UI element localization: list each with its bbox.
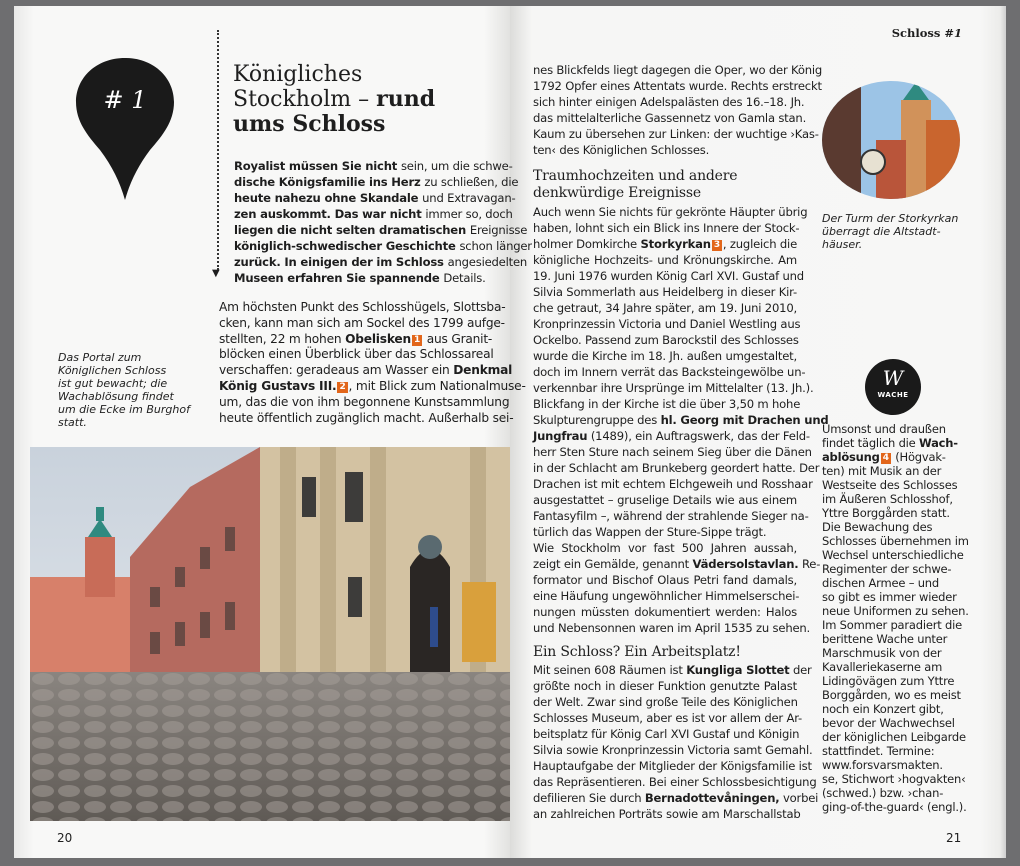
text-line — [533, 142, 797, 158]
bold-text: königlich-schwedischer Geschichte — [234, 239, 460, 253]
text-line — [822, 478, 992, 492]
text: Die Bewachung des — [822, 520, 933, 534]
bold-text: Storkyrkan — [640, 237, 711, 251]
text-line — [822, 464, 992, 478]
text: Kavalleriekaserne am — [822, 660, 943, 674]
text: stattfindet. Termine: — [822, 744, 935, 758]
text-line — [822, 506, 992, 520]
text-line: Wachablösung findet — [58, 390, 174, 403]
text: der Welt. Zwar sind große Teile des Königlichen — [533, 695, 798, 709]
text-line — [533, 444, 812, 460]
text-line — [533, 268, 804, 284]
wache-badge-label: WACHE — [877, 391, 909, 399]
photo-caption — [58, 351, 208, 429]
text: um, das die von ihm begonnene Kunstsammlung — [219, 394, 510, 409]
wache-badge-letter: W — [882, 366, 904, 390]
text-line — [533, 556, 821, 572]
text-line: ist gut bewacht; die — [58, 377, 168, 390]
text-line — [533, 588, 800, 604]
bold-text: König Gustavs III. — [219, 378, 337, 393]
section-heading — [533, 644, 797, 661]
text-line — [533, 476, 813, 492]
map-pin-icon — [74, 56, 176, 202]
text: Regimenter der schwe- — [822, 562, 952, 576]
royal-palace-photo — [30, 447, 510, 821]
text-line — [533, 348, 797, 364]
bold-text: Wach- — [919, 436, 958, 450]
text: Königliches — [233, 62, 363, 87]
text: angesiedelten — [447, 255, 528, 269]
sidebar-text — [822, 422, 992, 814]
text-line — [822, 632, 992, 646]
text: Hauptaufgabe der Mitglieder der Königsfamilie ist — [533, 759, 812, 773]
text-line — [533, 460, 820, 476]
text: neue Uniformen zu sehen. — [822, 604, 969, 618]
text: se, Stichwort ›hogvakten‹ — [822, 772, 966, 786]
text-line — [533, 678, 797, 694]
text: vorbei — [779, 791, 819, 805]
map-marker-badge: 4 — [882, 453, 889, 463]
text: das mittelalterliche Gassennetz von Gamla stan. — [533, 111, 807, 125]
text: Silvia Sommerlath aus Heidelberg in dieser Kir- — [533, 285, 797, 299]
text: haben, lohnt sich ein Blick ins Innere der Stock- — [533, 221, 800, 235]
bold-text: Kungliga Slottet — [686, 663, 790, 677]
text: Skulpturengruppe des — [533, 413, 661, 427]
text-line — [822, 604, 992, 618]
bold-text: heute nahezu ohne Skandale — [234, 191, 423, 205]
text: Yttre Borggården statt. — [822, 506, 950, 520]
text: Umsonst und draußen — [822, 422, 946, 436]
text: und Nebensonnen waren im April 1535 zu sehen. — [533, 621, 811, 635]
text-line: überragt die Altstadt- — [822, 225, 941, 238]
text: das Repräsentieren. Bei einer Schlossbesichtigung — [533, 775, 817, 789]
tower-photo-caption — [822, 212, 972, 251]
bold-text: Obelisken — [345, 331, 411, 346]
text: (schwed.) bzw. ›chan- — [822, 786, 944, 800]
text: heute öffentlich zugänglich macht. Außerhalb sei- — [219, 410, 514, 425]
text-line — [533, 806, 801, 822]
body-text — [219, 300, 526, 426]
text-line — [234, 238, 532, 254]
text: 19. Juni 1976 wurden König Carl XVI. Gustaf und — [533, 269, 804, 283]
text-line: denkwürdige Ereignisse — [533, 185, 701, 201]
text: Borggården, wo es meist — [822, 688, 961, 702]
bold-text: ablösung — [822, 450, 880, 464]
text: Silvia sowie Kronprinzessin Victoria samt Gemahl. — [533, 743, 813, 757]
text-line — [533, 758, 812, 774]
text: che getraut, 34 Jahre später, am 19. Juni 2010, — [533, 301, 797, 315]
text: cken, kann man sich am Sockel des 1799 aufge- — [219, 315, 505, 330]
text-line — [822, 618, 992, 632]
text: Auch wenn Sie nichts für gekrönte Häupter übrig — [533, 205, 808, 219]
text-line — [533, 524, 797, 540]
text: Am höchsten Punkt des Schlosshügels, Slottsba- — [219, 300, 506, 314]
map-marker-badge: 3 — [713, 240, 720, 250]
text: Im Sommer paradiert die — [822, 618, 963, 632]
text-line — [822, 562, 992, 576]
text: stellten, 22 m hohen — [219, 331, 346, 346]
text: sich hinter einigen Adelspalästen des 16.–18. Jh. — [533, 95, 805, 109]
text-line — [533, 332, 797, 348]
text-line — [219, 378, 526, 395]
arrow-down-icon: ▼ — [212, 268, 220, 279]
text-line — [533, 774, 817, 790]
text: Marschmusik von der — [822, 646, 942, 660]
bold-text: zurück. In einigen der im Schloss — [234, 255, 448, 269]
text: der — [789, 663, 812, 677]
text-line — [822, 716, 992, 730]
text: Ereignisse — [469, 223, 528, 237]
text: Westseite des Schlosses — [822, 478, 958, 492]
text-line — [219, 315, 505, 332]
text-line — [533, 316, 801, 332]
text: und Extravagan- — [422, 191, 516, 205]
chapter-title — [233, 62, 435, 137]
text-line — [533, 508, 809, 524]
text: nungen müssten dokumentiert werden: Halos — [533, 605, 797, 619]
text-line — [533, 662, 812, 678]
text: zu schließen, die — [424, 175, 519, 189]
text: blöcken einen Überblick über das Schlossareal — [219, 347, 494, 362]
text-line — [822, 450, 992, 464]
text: schon länger — [459, 239, 532, 253]
text: defilieren Sie durch — [533, 791, 645, 805]
text: wurde die Kirche im 18. Jh. außen umgestaltet, — [533, 349, 797, 363]
text-line — [533, 220, 800, 236]
text-line — [533, 710, 803, 726]
bold-text: rund — [376, 86, 436, 112]
text: www.forsvarsmakten. — [822, 758, 943, 772]
text-line — [219, 394, 510, 411]
text-line — [822, 576, 992, 590]
text-line — [234, 270, 484, 286]
running-header-label: Schloss — [891, 26, 941, 40]
text: Wechsel unterschiedliche — [822, 548, 964, 562]
map-marker-badge: 2 — [339, 381, 346, 392]
text: ging-of-the-guard‹ (engl.). — [822, 800, 967, 814]
text-line — [822, 590, 992, 604]
text-line — [822, 744, 992, 758]
text: Blickfang in der Kirche ist die über 3,50 m hohe — [533, 397, 801, 411]
text-line — [533, 790, 819, 806]
wache-badge — [865, 359, 921, 415]
text: ten) mit Musik an der — [822, 464, 942, 478]
text: Fantasyfilm –, während der strahlende Sieger na- — [533, 509, 809, 523]
text: bevor der Wachwechsel — [822, 716, 955, 730]
running-header-number: #1 — [944, 26, 962, 40]
text: beitsplatz für König Carl XVI Gustaf und Königin — [533, 727, 800, 741]
text-line: statt. — [58, 416, 87, 429]
text: zeigt ein Gemälde, genannt — [533, 557, 693, 571]
text-line — [822, 674, 992, 688]
text-line — [533, 284, 797, 300]
text-line — [234, 206, 513, 222]
text-line — [533, 396, 801, 412]
text-line — [533, 110, 807, 126]
bold-text: Bernadottevåningen, — [644, 791, 780, 805]
text-line — [533, 126, 819, 142]
text-line — [533, 726, 800, 742]
text: Ockelbo. Passend zum Barockstil des Schlosses — [533, 333, 799, 347]
text-line: Traumhochzeiten und andere — [533, 168, 738, 184]
text: doch im Innern verrät das Backsteingewölbe un- — [533, 365, 806, 379]
text-line — [533, 428, 810, 444]
text: so gibt es immer wieder — [822, 590, 957, 604]
text-line — [533, 620, 811, 636]
text: türlich das Wappen der Sture-Sippe trägt. — [533, 525, 767, 539]
text-line — [533, 742, 813, 758]
text: immer so, doch — [425, 207, 513, 221]
text-line — [219, 410, 514, 427]
text: dischen Armee – und — [822, 576, 940, 590]
running-header — [880, 26, 962, 40]
text: ten‹ des Königlichen Schlosses. — [533, 143, 710, 157]
text: verschaffen: geradeaus am Wasser ein — [219, 363, 454, 378]
text: Lidingövägen zum Yttre — [822, 674, 955, 688]
text: königliche Hochzeits- und Krönungskirche. Am — [533, 253, 797, 267]
text: noch ein Konzert gibt, — [822, 702, 944, 716]
text-line — [822, 702, 992, 716]
bold-text: Jungfrau — [533, 429, 588, 443]
text-line — [822, 688, 992, 702]
text: Mit seinen 608 Räumen ist — [533, 663, 687, 677]
text: Drachen ist mit echtem Elchgeweih und Rosshaar — [533, 477, 813, 491]
page-number-left: 20 — [57, 831, 73, 845]
text-line — [233, 87, 435, 112]
bold-text: zen auskommt. Das war nicht — [234, 207, 426, 221]
text: im Äußeren Schlosshof, — [822, 492, 953, 506]
text: , mit Blick zum Nationalmuse- — [348, 378, 526, 393]
text: der königlichen Leibgarde — [822, 730, 966, 744]
bold-text: dische Königsfamilie ins Herz — [234, 175, 425, 189]
bold-text: Royalist müssen Sie nicht — [234, 159, 401, 173]
text-line — [822, 660, 992, 674]
text: holmer Domkirche — [533, 237, 641, 251]
text: aus Granit- — [423, 331, 493, 346]
main-column — [533, 62, 829, 822]
text-line — [533, 300, 797, 316]
text-line — [219, 363, 513, 379]
text-line: Ein Schloss? Ein Arbeitsplatz! — [533, 644, 741, 660]
section-heading — [533, 168, 797, 202]
text-line: Das Portal zum — [58, 351, 142, 364]
text: Schlosses Museum, aber es ist vor allem der Ar- — [533, 711, 803, 725]
text-line — [533, 694, 797, 710]
text-line — [822, 730, 992, 744]
text: verkennbar ihre Ursprünge im Mittelalter (13. Jh.). — [533, 381, 814, 395]
intro-text — [234, 158, 532, 286]
highlight-number: # 1 — [103, 86, 147, 114]
text: in der Schlacht am Brunkeberg geordert hatte. Der — [533, 461, 820, 475]
text-line — [234, 254, 528, 270]
text: ausgestattet – gruselige Details wie aus einem — [533, 493, 797, 507]
text: größte noch in dieser Funktion genutzte Palast — [533, 679, 797, 693]
text-line — [233, 62, 435, 87]
text-line — [822, 492, 992, 506]
text: (1489), ein Auftragswerk, das der Feld- — [587, 429, 810, 443]
text-line — [533, 78, 822, 94]
text-line — [533, 412, 829, 428]
text: herr Sten Sture nach seinem Sieg über die Dänen — [533, 445, 812, 459]
text-line — [233, 112, 435, 137]
map-marker-badge: 1 — [413, 334, 421, 345]
storkyrkan-tower-photo — [821, 80, 961, 200]
page-number-right: 21 — [946, 831, 962, 845]
bold-text: Denkmal — [453, 363, 513, 378]
text: Stockholm – — [233, 87, 377, 112]
text: , zugleich die — [722, 237, 797, 251]
text-line — [533, 572, 797, 588]
text-line — [533, 492, 797, 508]
text-line: Der Turm der Storkyrkan — [822, 212, 959, 225]
text: sein, um die schwe- — [400, 159, 513, 173]
text-line — [219, 331, 493, 348]
text-line — [234, 190, 516, 206]
text: eine Häufung ungewöhnlicher Himmelserschei- — [533, 589, 800, 603]
bold-text: liegen die nicht selten dramatischen — [234, 223, 470, 237]
text-line — [822, 422, 992, 436]
bold-text: Museen erfahren Sie spannende — [234, 271, 444, 285]
text: findet täglich die — [822, 436, 920, 450]
text: (Högvak- — [891, 450, 946, 464]
text-line — [533, 252, 797, 268]
text-line — [533, 62, 823, 78]
text-line — [533, 364, 806, 380]
text-line — [533, 94, 805, 110]
text: 1792 Opfer eines Attentats wurde. Rechts erstreckt — [533, 79, 822, 93]
text-line — [533, 604, 797, 620]
text-line — [533, 204, 808, 220]
text-line — [822, 436, 992, 450]
text-line — [822, 758, 992, 772]
text: nes Blickfelds liegt dagegen die Oper, wo der König — [533, 63, 823, 77]
text: Details. — [443, 271, 486, 285]
text-line — [234, 174, 519, 190]
text: Schlosses übernehmen im — [822, 534, 969, 548]
text-line — [234, 222, 528, 238]
text: an zahlreichen Porträts sowie am Marschallstab — [533, 807, 801, 821]
dotted-divider — [217, 30, 219, 270]
text: berittene Wache unter — [822, 632, 948, 646]
text: Kaum zu übersehen zur Linken: der wuchtige ›Kas- — [533, 127, 819, 141]
bold-text: Vädersolstavlan. — [692, 557, 799, 571]
text: Kronprinzessin Victoria und Daniel Westling aus — [533, 317, 801, 331]
text: Wie Stockholm vor fast 500 Jahren aussah, — [533, 541, 797, 555]
text-line — [219, 300, 506, 316]
text-line: um die Ecke im Burghof — [58, 403, 190, 416]
text-line — [533, 540, 797, 556]
text-line — [219, 347, 494, 363]
text-line: häuser. — [822, 238, 863, 251]
text-line — [822, 786, 992, 800]
text-line — [234, 158, 513, 174]
text-line — [533, 380, 814, 396]
text-line — [533, 236, 797, 252]
bold-text: ums Schloss — [233, 111, 386, 137]
text-line — [822, 772, 992, 786]
text-line — [822, 534, 992, 548]
text: Re- — [798, 557, 821, 571]
bold-text: hl. Georg mit Drachen und — [660, 413, 829, 427]
text-line — [822, 800, 992, 814]
text-line — [822, 548, 992, 562]
text-line — [822, 646, 992, 660]
text: formator und Bischof Olaus Petri fand damals, — [533, 573, 797, 587]
text-line — [822, 520, 992, 534]
text-line: Königlichen Schloss — [58, 364, 167, 377]
